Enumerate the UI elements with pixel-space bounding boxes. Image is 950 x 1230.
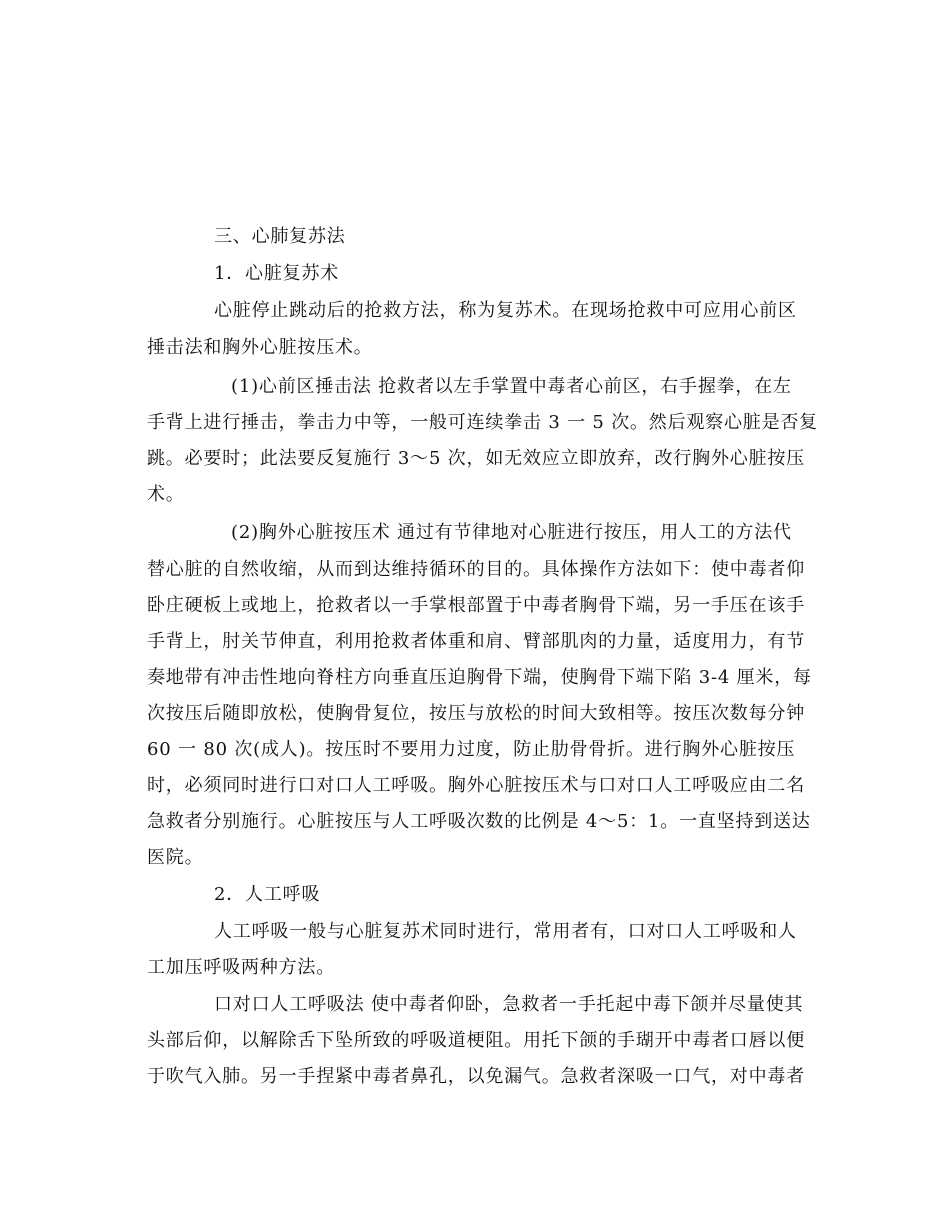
paragraph-line: 60 一 80 次(成人)。按压时不要用力过度，防止肋骨骨折。进行胸外心脏按压 (147, 739, 796, 760)
paragraph-line: 工加压呼吸两种方法。 (147, 957, 335, 978)
paragraph-line: 手背上，肘关节伸直，利用抢救者体重和肩、臂部肌肉的力量，适度用力，有节 (147, 631, 805, 652)
paragraph-line: 于吹气入肺。另一手捏紧中毒者鼻孔，以免漏气。急救者深吸一口气，对中毒者 (147, 1066, 805, 1087)
paragraph-line: 头部后仰，以解除舌下坠所致的呼吸道梗阻。用托下颌的手瑚开中毒者口唇以便 (147, 1030, 805, 1051)
paragraph-line: 跳。必要时；此法要反复施行 3～5 次，如无效应立即放弃，改行胸外心脏按压 (147, 448, 805, 469)
paragraph-line: 卧庄硬板上或地上，抢救者以一手掌根部置于中毒者胸骨下端，另一手压在该手 (147, 595, 805, 616)
paragraph-line: 奏地带有冲击性地向脊柱方向垂直压迫胸骨下端，使胸骨下端下陷 3-4 厘米，每 (147, 667, 812, 688)
paragraph-line: 替心脏的自然收缩，从而到达维持循环的目的。具体操作方法如下：使中毒者仰 (147, 559, 805, 580)
paragraph-line: 时，必须同时进行口对口人工呼吸。胸外心脏按压术与口对口人工呼吸应由二名 (147, 775, 805, 796)
section-heading: 三、心肺复苏法 (214, 226, 346, 247)
paragraph-line: 医院。 (147, 847, 204, 868)
paragraph-line: 口对口人工呼吸法 使中毒者仰卧，急救者一手托起中毒下颌并尽量使其 (214, 994, 804, 1015)
paragraph-line: 急救者分别施行。心脏按压与人工呼吸次数的比例是 4～5：1。一直坚持到送达 (147, 811, 811, 832)
subsection-heading-breathing: 2．人工呼吸 (214, 884, 321, 905)
subsection-heading-heart: 1．心脏复苏术 (214, 263, 340, 284)
paragraph-line: (2)胸外心脏按压术 通过有节律地对心脏进行按压，用人工的方法代 (231, 522, 792, 543)
paragraph-line: 捶击法和胸外心脏按压术。 (147, 337, 373, 358)
paragraph-line: 心脏停止跳动后的抢救方法，称为复苏术。在现场抢救中可应用心前区 (214, 300, 797, 321)
paragraph-line: 手背上进行捶击，拳击力中等，一般可连续拳击 3 一 5 次。然后观察心脏是否复 (147, 412, 818, 433)
paragraph-line: 人工呼吸一般与心脏复苏术同时进行，常用者有，口对口人工呼吸和人 (214, 921, 797, 942)
paragraph-line: 术。 (147, 484, 185, 505)
paragraph-line: 次按压后随即放松，使胸骨复位，按压与放松的时间大致相等。按压次数每分钟 (147, 703, 805, 724)
paragraph-line: (1)心前区捶击法 抢救者以左手掌置中毒者心前区，右手握拳，在左 (231, 376, 792, 397)
